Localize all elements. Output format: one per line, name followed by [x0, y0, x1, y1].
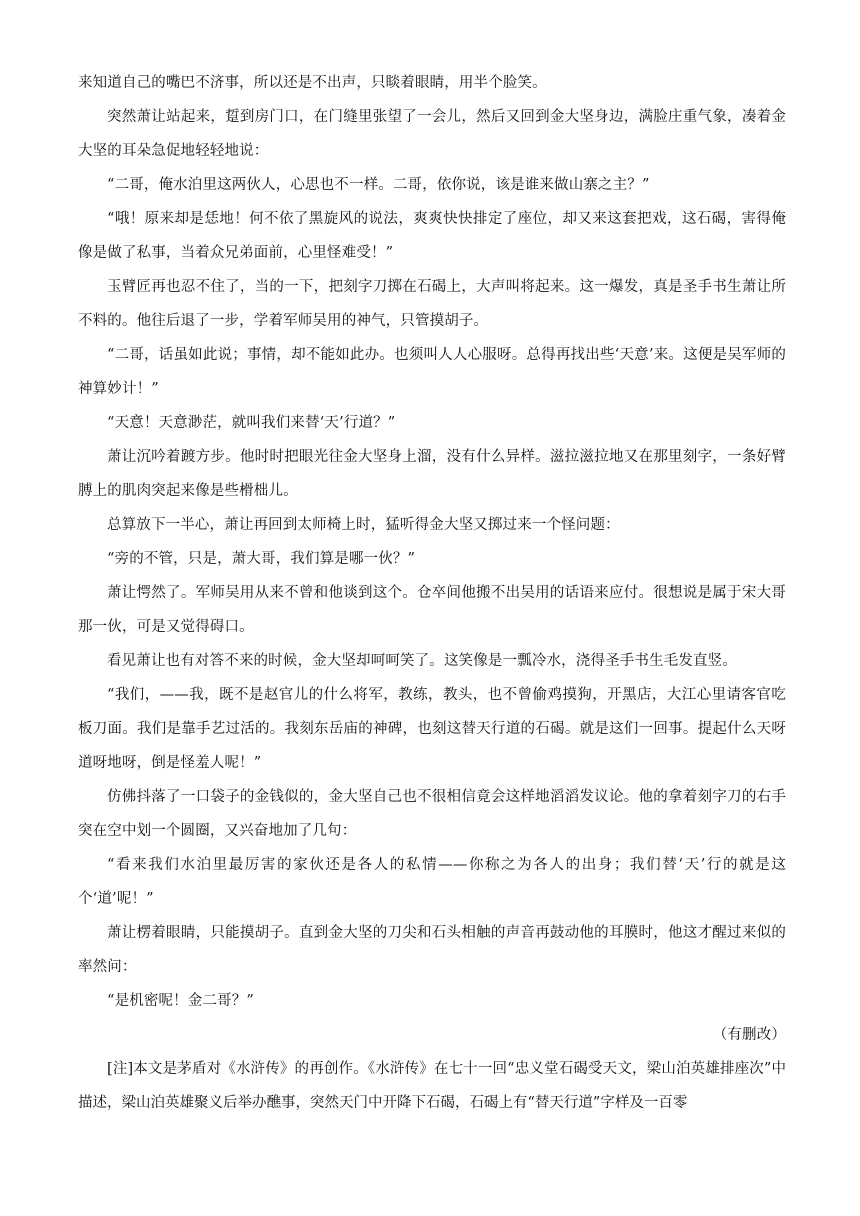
paragraph: 玉臂匠再也忍不住了，当的一下，把刻字刀掷在石碣上，大声叫将起来。这一爆发，真是圣手书生萧让所不料的。他往后退了一步，学着军师吴用的神气，只管摸胡子。: [78, 279, 786, 329]
paragraph: “天意！天意渺茫，就叫我们来替‘天’行道？”: [107, 415, 396, 431]
paragraph: “我们，——我，既不是赵官儿的什么将军，教练，教头，也不曾偷鸡摸狗，开黑店，大江心里请客官吃板刀面。我们是靠手艺过活的。我刻东岳庙的神碑，也刻这替天行道的石碣。就是这们一回事。提起什么天呀道呀地呀，倒是怪羞人呢！”: [78, 687, 786, 771]
paragraph: “旁的不管，只是，萧大哥，我们算是哪一伙？”: [107, 551, 416, 567]
paragraph: “二哥，俺水泊里这两伙人，心思也不一样。二哥，依你说，该是谁来做山寨之主？”: [107, 177, 650, 193]
document-page: [78, 66, 786, 1120]
paragraph: 突然萧让站起来，踅到房门口，在门缝里张望了一会儿，然后又回到金大坚身边，满脸庄重气象，凑着金大坚的耳朵急促地轻轻地说：: [78, 109, 786, 159]
paragraph: 萧让楞着眼睛，只能摸胡子。直到金大坚的刀尖和石头相触的声音再鼓动他的耳膜时，他这才醒过来似的率然问：: [78, 925, 786, 975]
paragraph: “是机密呢！金二哥？”: [107, 993, 254, 1009]
story-text: [78, 66, 786, 1018]
paragraph: 萧让沉吟着踱方步。他时时把眼光往金大坚身上溜，没有什么异样。滋拉滋拉地又在那里刻字，一条好臂膊上的肌肉突起来像是些榾柮儿。: [78, 449, 786, 499]
footnote: [注]本文是茅盾对《水浒传》的再创作。《水浒传》在七十一回“忠义堂石碣受天文，梁山泊英雄排座次”中描述，梁山泊英雄聚义后举办醮事，突然天门中开降下石碣，石碣上有“替天行道”字样及一百零: [78, 1061, 786, 1111]
paragraph: 总算放下一半心，萧让再回到太师椅上时，猛听得金大坚又掷过来一个怪问题：: [107, 517, 620, 533]
paragraph: “二哥，话虽如此说；事情，却不能如此办。也须叫人人心服呀。总得再找出些‘天意’来。这便是吴军师的神算妙计！”: [78, 347, 786, 397]
source-note: （有删改）: [712, 1027, 786, 1043]
paragraph: 仿佛抖落了一口袋子的金钱似的，金大坚自己也不很相信竟会这样地滔滔发议论。他的拿着刻字刀的右手突在空中划一个圆圈，又兴奋地加了几句：: [78, 789, 786, 839]
paragraph: 来知道自己的嘴巴不济事，所以还是不出声，只睒着眼睛，用半个脸笑。: [78, 75, 547, 91]
paragraph: 看见萧让也有对答不来的时候，金大坚却呵呵笑了。这笑像是一瓢冷水，浇得圣手书生毛发直竖。: [107, 653, 737, 669]
paragraph: “哦！原来却是恁地！何不依了黑旋风的说法，爽爽快快排定了座位，却又来这套把戏，这石碣，害得俺像是做了私事，当着众兄弟面前，心里怪难受！”: [78, 211, 786, 261]
paragraph: “看来我们水泊里最厉害的家伙还是各人的私情——你称之为各人的出身；我们替‘天’行的就是这个‘道’呢！”: [78, 857, 786, 907]
paragraph: 萧让愕然了。军师吴用从来不曾和他谈到这个。仓卒间他搬不出吴用的话语来应付。很想说是属于宋大哥那一伙，可是又觉得碍口。: [78, 585, 786, 635]
